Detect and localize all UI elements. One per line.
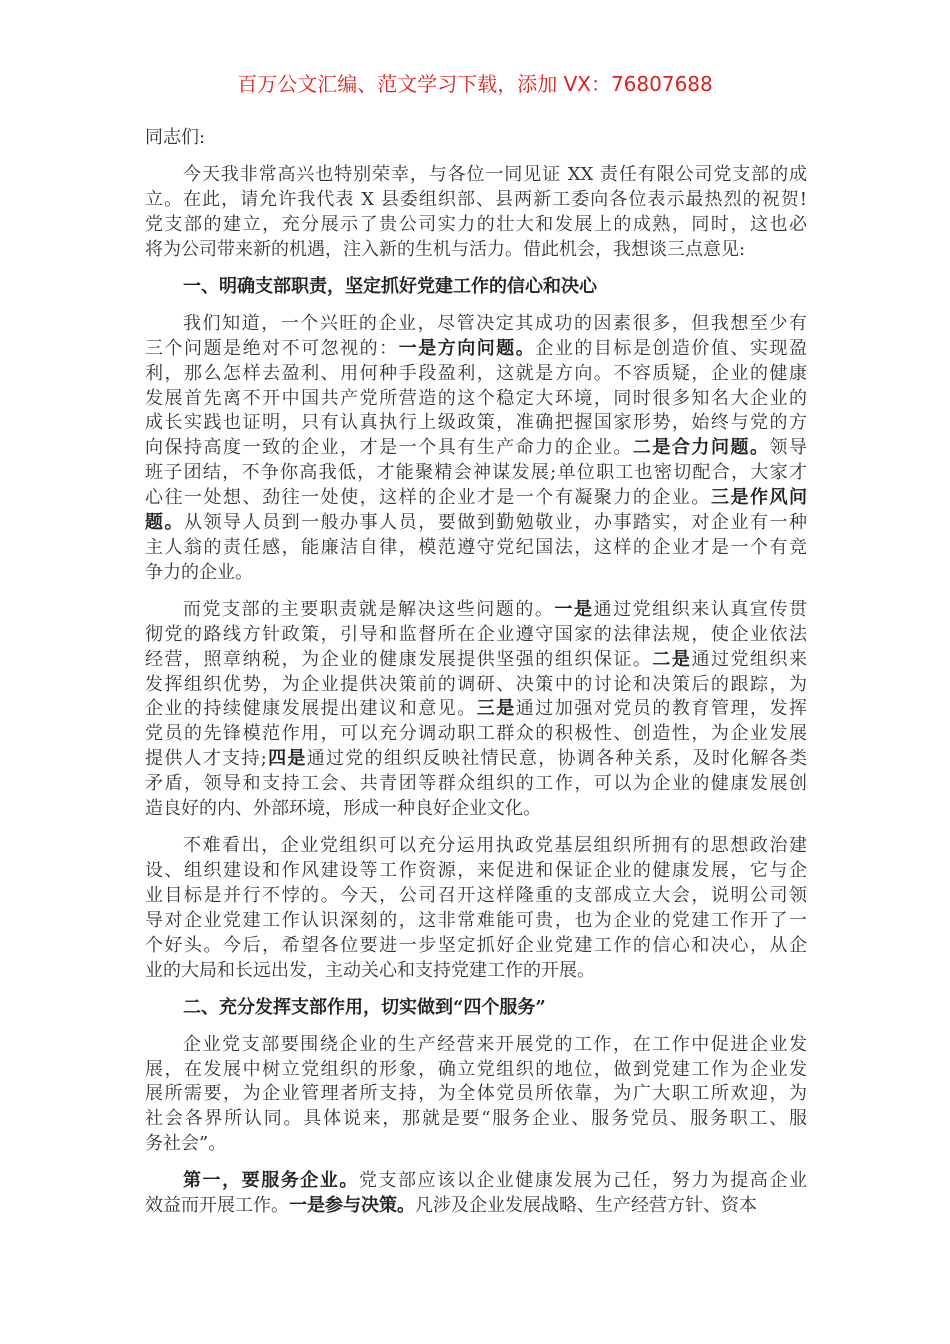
text-line — [145, 797, 807, 822]
text-run: 同志们: — [145, 127, 206, 148]
document-body — [145, 126, 807, 1219]
text-line — [145, 1169, 807, 1194]
bold-text: 一是参与决策。 — [289, 1195, 415, 1217]
text-line — [145, 1132, 807, 1157]
section-heading — [145, 275, 807, 300]
text-run: 效益而开展工作。 — [145, 1195, 289, 1217]
paragraph — [145, 1033, 807, 1157]
text-run: 我们知道，一个兴旺的企业，尽管决定其成功的因素很多，但我想至少有 — [183, 312, 807, 334]
paragraph — [145, 312, 807, 586]
text-run: 利，那么怎样去盈利、用何种手段盈利，这就是方向。不容质疑，企业的健康 — [145, 362, 807, 384]
bold-text: 题。 — [145, 512, 185, 534]
text-run: 设、组织建设和作风建设等工作资源，来促进和保证企业的健康发展，它与企 — [145, 859, 807, 881]
bold-text: 四是 — [266, 748, 307, 770]
text-run: 发展首先离不开中国共产党所营造的这个稳定大环境，同时很多知名大企业的 — [145, 387, 807, 409]
text-run: 三个问题是绝对不可忽视的： — [145, 337, 399, 359]
paragraph — [145, 1169, 807, 1219]
text-line — [145, 1058, 807, 1083]
bold-text: 一是 — [554, 598, 594, 620]
text-line — [145, 436, 807, 461]
text-line — [145, 275, 807, 300]
text-line — [145, 561, 807, 586]
watermark-banner: 百万公文汇编、范文学习下载，添加 VX：76807688 — [237, 72, 713, 96]
text-line — [145, 834, 807, 859]
text-line — [145, 859, 807, 884]
text-run: 主人翁的责任感，能廉洁自律，模范遵守党纪国法，这样的企业才是一个有竞 — [145, 536, 807, 558]
bold-text: 第一，要服务企业。 — [183, 1170, 359, 1192]
text-run: 而党支部的主要职责就是解决这些问题的。 — [183, 598, 555, 620]
text-run: 展所需要，为企业管理者所支持，为全体党员所依靠，为广大职工所欢迎，为 — [145, 1083, 807, 1105]
text-run: 彻党的路线方针政策，引导和监督所在企业遵守国家的法律法规，使企业依法 — [145, 623, 807, 645]
text-line — [145, 673, 807, 698]
text-line — [145, 697, 807, 722]
paragraph — [145, 163, 807, 263]
bold-text: 二是合力问题。 — [632, 437, 770, 459]
text-run: 造良好的内、外部环境，形成一种良好企业文化。 — [145, 798, 541, 820]
text-line — [145, 1107, 807, 1132]
bold-text: 二是 — [652, 648, 692, 670]
text-run: 提供人才支持; — [145, 748, 267, 770]
text-run: 发挥组织优势，为企业提供决策前的调研、决策中的讨论和决策后的跟踪，为 — [145, 673, 807, 695]
bold-text: 三是作风问 — [710, 487, 807, 509]
bold-text: 一是方向问题。 — [398, 337, 536, 359]
text-line — [145, 884, 807, 909]
text-run: 通过党的组织反映社情民意，协调各种关系，及时化解各类 — [306, 748, 808, 770]
text-run: 通过党组织来认真宣传贯 — [593, 598, 808, 620]
text-run: 班子团结，不争你高我低，才能聚精会神谋发展;单位职工也密切配合，大家才 — [145, 462, 807, 484]
text-line — [145, 722, 807, 747]
text-line — [145, 934, 807, 959]
text-line — [145, 648, 807, 673]
text-line — [145, 238, 807, 263]
text-run: 企业党支部要围绕企业的生产经营来开展党的工作，在工作中促进企业发 — [183, 1033, 807, 1055]
text-run: 向保持高度一致的企业，才是一个具有生产命力的企业。 — [145, 437, 633, 459]
text-line — [145, 411, 807, 436]
text-run: 业目标是并行不悖的。今天，公司召开这样隆重的支部成立大会，说明公司领 — [145, 884, 807, 906]
text-line — [145, 511, 807, 536]
text-run: 今天我非常高兴也特别荣幸，与各位一同见证 XX 责任有限公司党支部的成 — [183, 164, 807, 186]
text-run: 争力的企业。 — [145, 561, 253, 583]
salutation — [145, 126, 807, 151]
text-line — [145, 623, 807, 648]
text-run: 个好头。今后，希望各位要进一步坚定抓好企业党建工作的信心和决心，从企 — [145, 934, 807, 956]
text-run: 领导 — [769, 437, 808, 459]
text-run: 务社会”。 — [145, 1133, 227, 1155]
text-run: 党员的先锋模范作用，可以充分调动职工群众的积极性、创造性，为企业发展 — [145, 723, 807, 745]
bold-text: 二、充分发挥支部作用，切实做到“四个服务” — [183, 996, 546, 1018]
text-line — [145, 337, 807, 362]
text-line — [145, 772, 807, 797]
text-run: 党支部的建立，充分展示了贵公司实力的壮大和发展上的成熟，同时，这也必 — [145, 213, 807, 235]
text-run: 经营，照章纳税，为企业的健康发展提供坚强的组织保证。 — [145, 648, 653, 670]
text-line — [145, 536, 807, 561]
text-line — [145, 1033, 807, 1058]
text-line — [145, 213, 807, 238]
text-line — [145, 598, 807, 623]
text-run: 心往一处想、劲往一处使，这样的企业才是一个有凝聚力的企业。 — [145, 487, 711, 509]
text-run: 通过党组织来 — [691, 648, 808, 670]
text-line — [145, 1082, 807, 1107]
bold-text: 一、明确支部职责，坚定抓好党建工作的信心和决心 — [183, 275, 597, 297]
text-run: 业的大局和长远出发，主动关心和支持党建工作的开展。 — [145, 959, 595, 981]
text-run: 将为公司带来新的机遇，注入新的生机与活力。借此机会，我想谈三点意见: — [145, 238, 746, 260]
text-run: 凡涉及企业发展战略、生产经营方针、资本 — [415, 1195, 757, 1217]
section-heading — [145, 996, 807, 1021]
text-run: 矛盾，领导和支持工会、共青团等群众组织的工作，可以为企业的健康发展创 — [145, 773, 807, 795]
text-line — [145, 909, 807, 934]
text-line — [145, 362, 807, 387]
paragraph — [145, 598, 807, 822]
text-run: 党支部应该以企业健康发展为己任，努力为提高企业 — [358, 1170, 807, 1192]
text-line — [145, 188, 807, 213]
text-run: 社会各界所认同。具体说来，那就是要“服务企业、服务党员、服务职工、服 — [145, 1108, 807, 1130]
text-run: 导对企业党建工作认识深刻的，这非常难能可贵，也为企业的党建工作开了一 — [145, 909, 807, 931]
text-line — [145, 1194, 807, 1219]
text-run: 展，在发展中树立党组织的形象，确立党组织的地位，做到党建工作为企业发 — [145, 1058, 807, 1080]
text-line — [145, 959, 807, 984]
bold-text: 三是 — [476, 698, 516, 720]
text-run: 通过加强对党员的教育管理，发挥 — [515, 698, 808, 720]
text-line — [145, 126, 807, 151]
text-line — [145, 996, 807, 1021]
text-run: 从领导人员到一般办事人员，要做到勤勉敬业，办事踏实，对企业有一种 — [184, 512, 807, 534]
text-line — [145, 387, 807, 412]
paragraph — [145, 834, 807, 983]
text-run: 企业的目标是创造价值、实现盈 — [535, 337, 808, 359]
text-run: 立。在此，请允许我代表 X 县委组织部、县两新工委向各位表示最热烈的祝贺! — [145, 188, 807, 210]
text-line — [145, 163, 807, 188]
text-line — [145, 486, 807, 511]
text-line — [145, 312, 807, 337]
text-run: 企业的持续健康发展提出建议和意见。 — [145, 698, 477, 720]
text-line — [145, 461, 807, 486]
text-line — [145, 747, 807, 772]
text-run: 成长实践也证明，只有认真执行上级政策，准确把握国家形势，始终与党的方 — [145, 412, 807, 434]
text-run: 不难看出，企业党组织可以充分运用执政党基层组织所拥有的思想政治建 — [183, 835, 807, 857]
